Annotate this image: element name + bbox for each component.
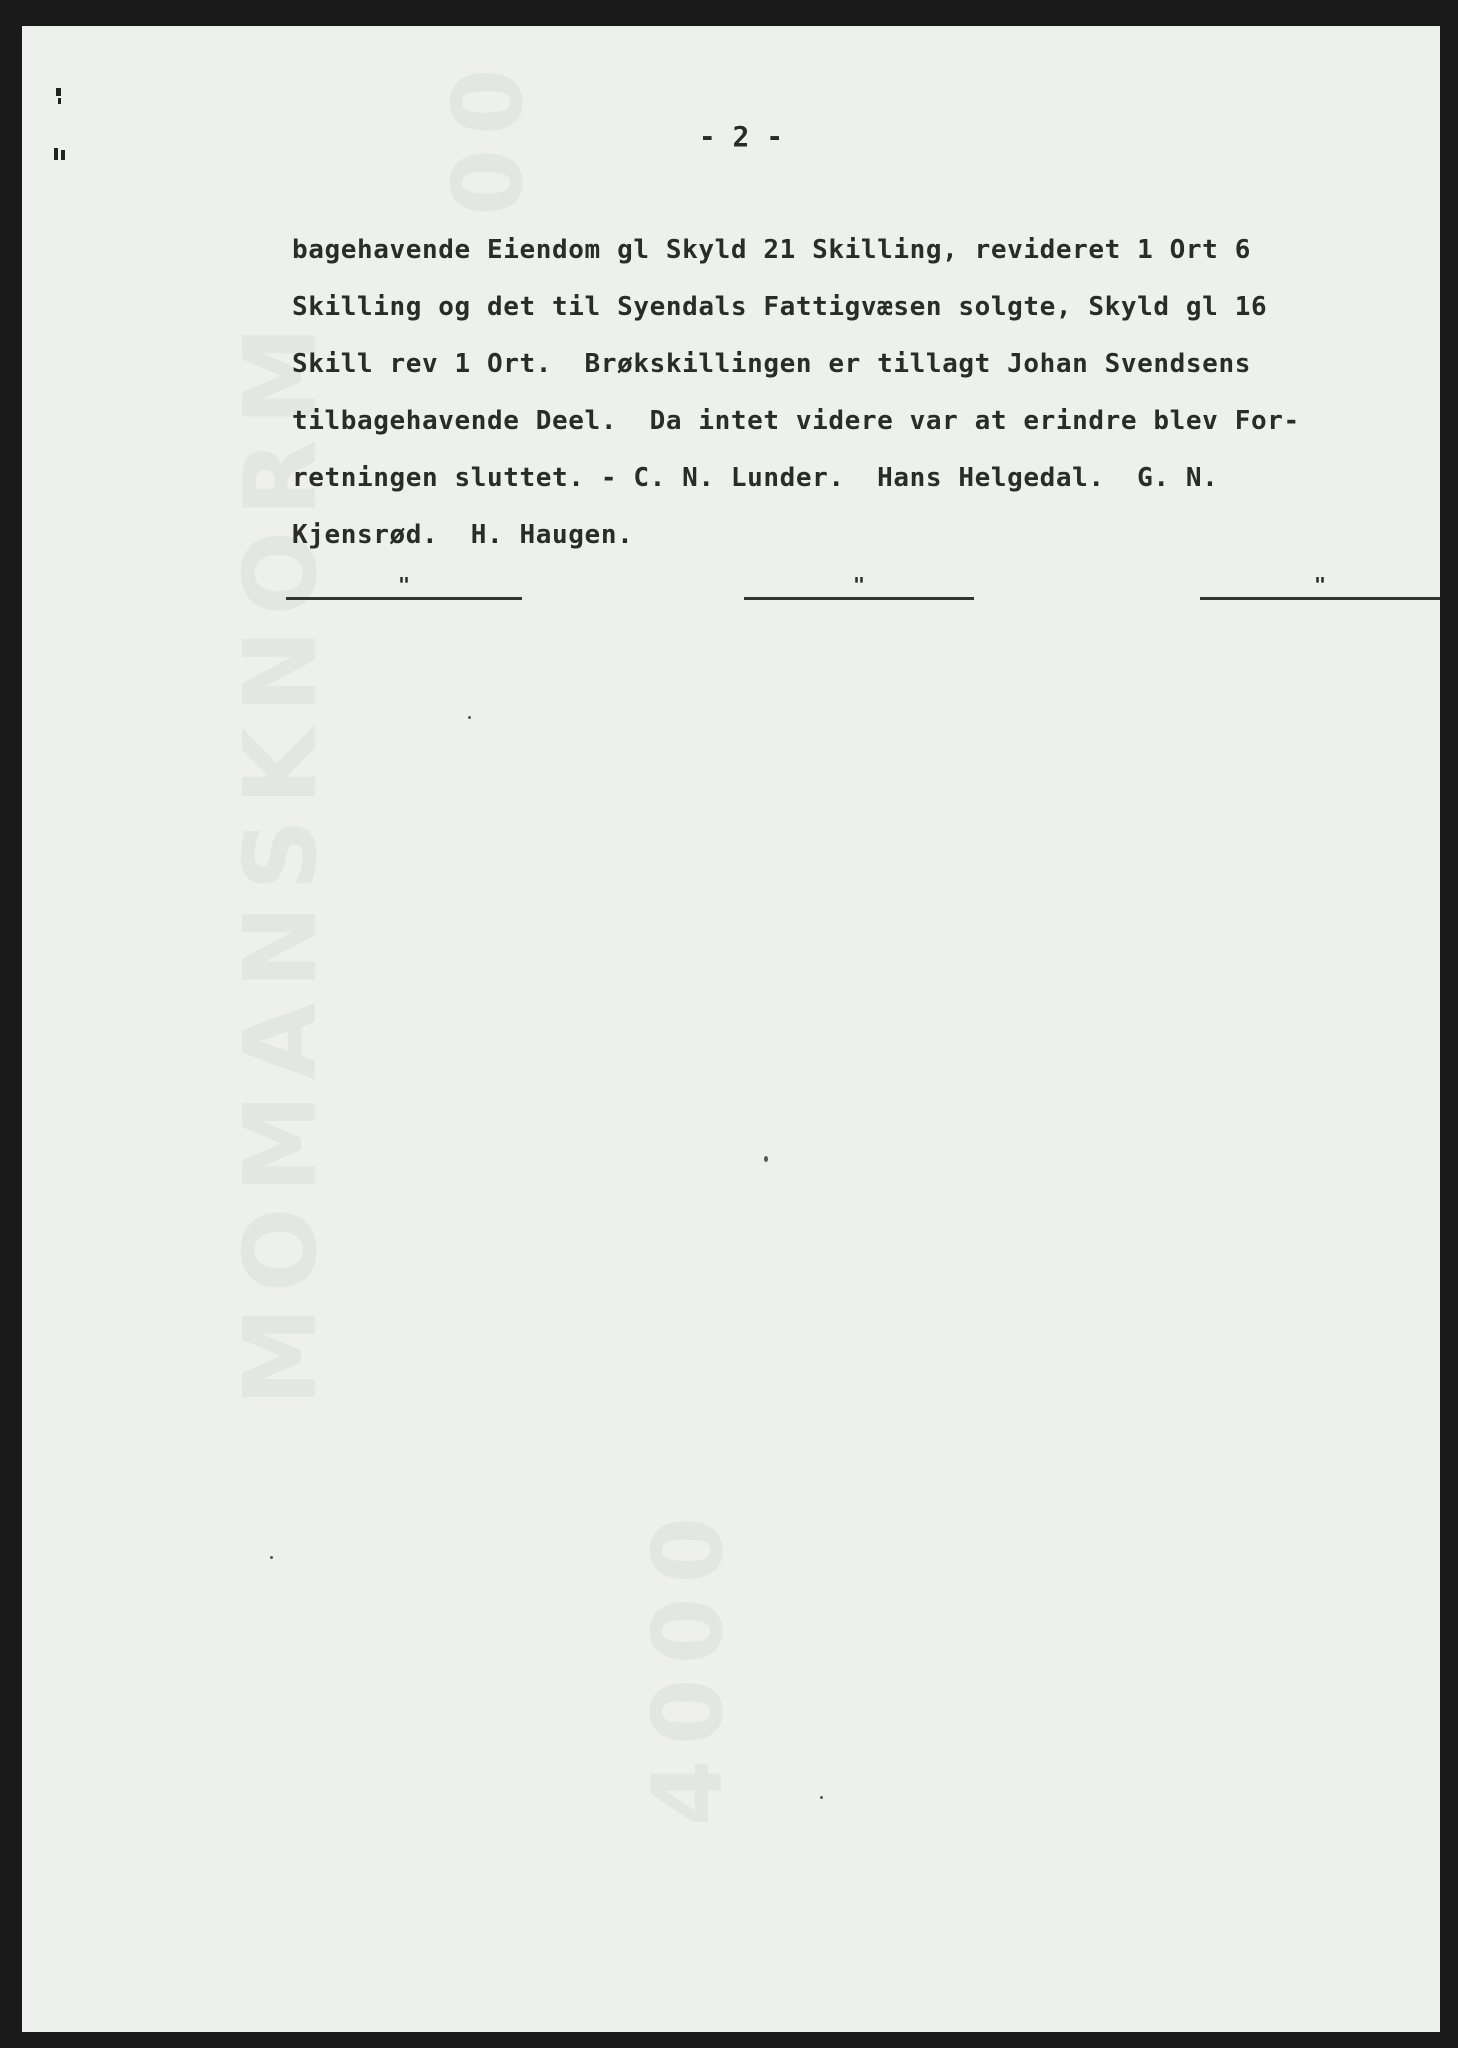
edge-marks (52, 56, 72, 176)
paper-speck (820, 1796, 823, 1799)
text-line: Skill rev 1 Ort. Brøkskillingen er tillagt Johan Svendsens (292, 349, 1251, 379)
paper-speck (764, 1156, 768, 1162)
paper-speck (468, 716, 471, 719)
watermark-number: 4000 (632, 1502, 744, 1826)
document-page (22, 26, 1440, 2032)
watermark-top: 00 (432, 54, 544, 216)
ditto-divider: " (286, 576, 522, 604)
ditto-divider: " (1200, 576, 1440, 604)
text-line: bagehavende Eiendom gl Skyld 21 Skilling, revideret 1 Ort 6 (292, 235, 1251, 265)
text-line: Kjensrød. H. Haugen. (292, 520, 634, 550)
body-text (292, 222, 1422, 564)
text-line: Skilling og det til Syendals Fattigvæsen solgte, Skyld gl 16 (292, 292, 1268, 322)
text-line: tilbagehavende Deel. Da intet videre var at erindre blev For- (292, 406, 1300, 436)
ditto-divider: " (744, 576, 974, 604)
page-number: - 2 - (698, 120, 784, 153)
text-line: retningen sluttet. - C. N. Lunder. Hans Helgedal. G. N. (292, 463, 1219, 493)
watermark-stamp: MOMANSKNORM (222, 312, 339, 1406)
paper-speck (270, 1556, 273, 1559)
